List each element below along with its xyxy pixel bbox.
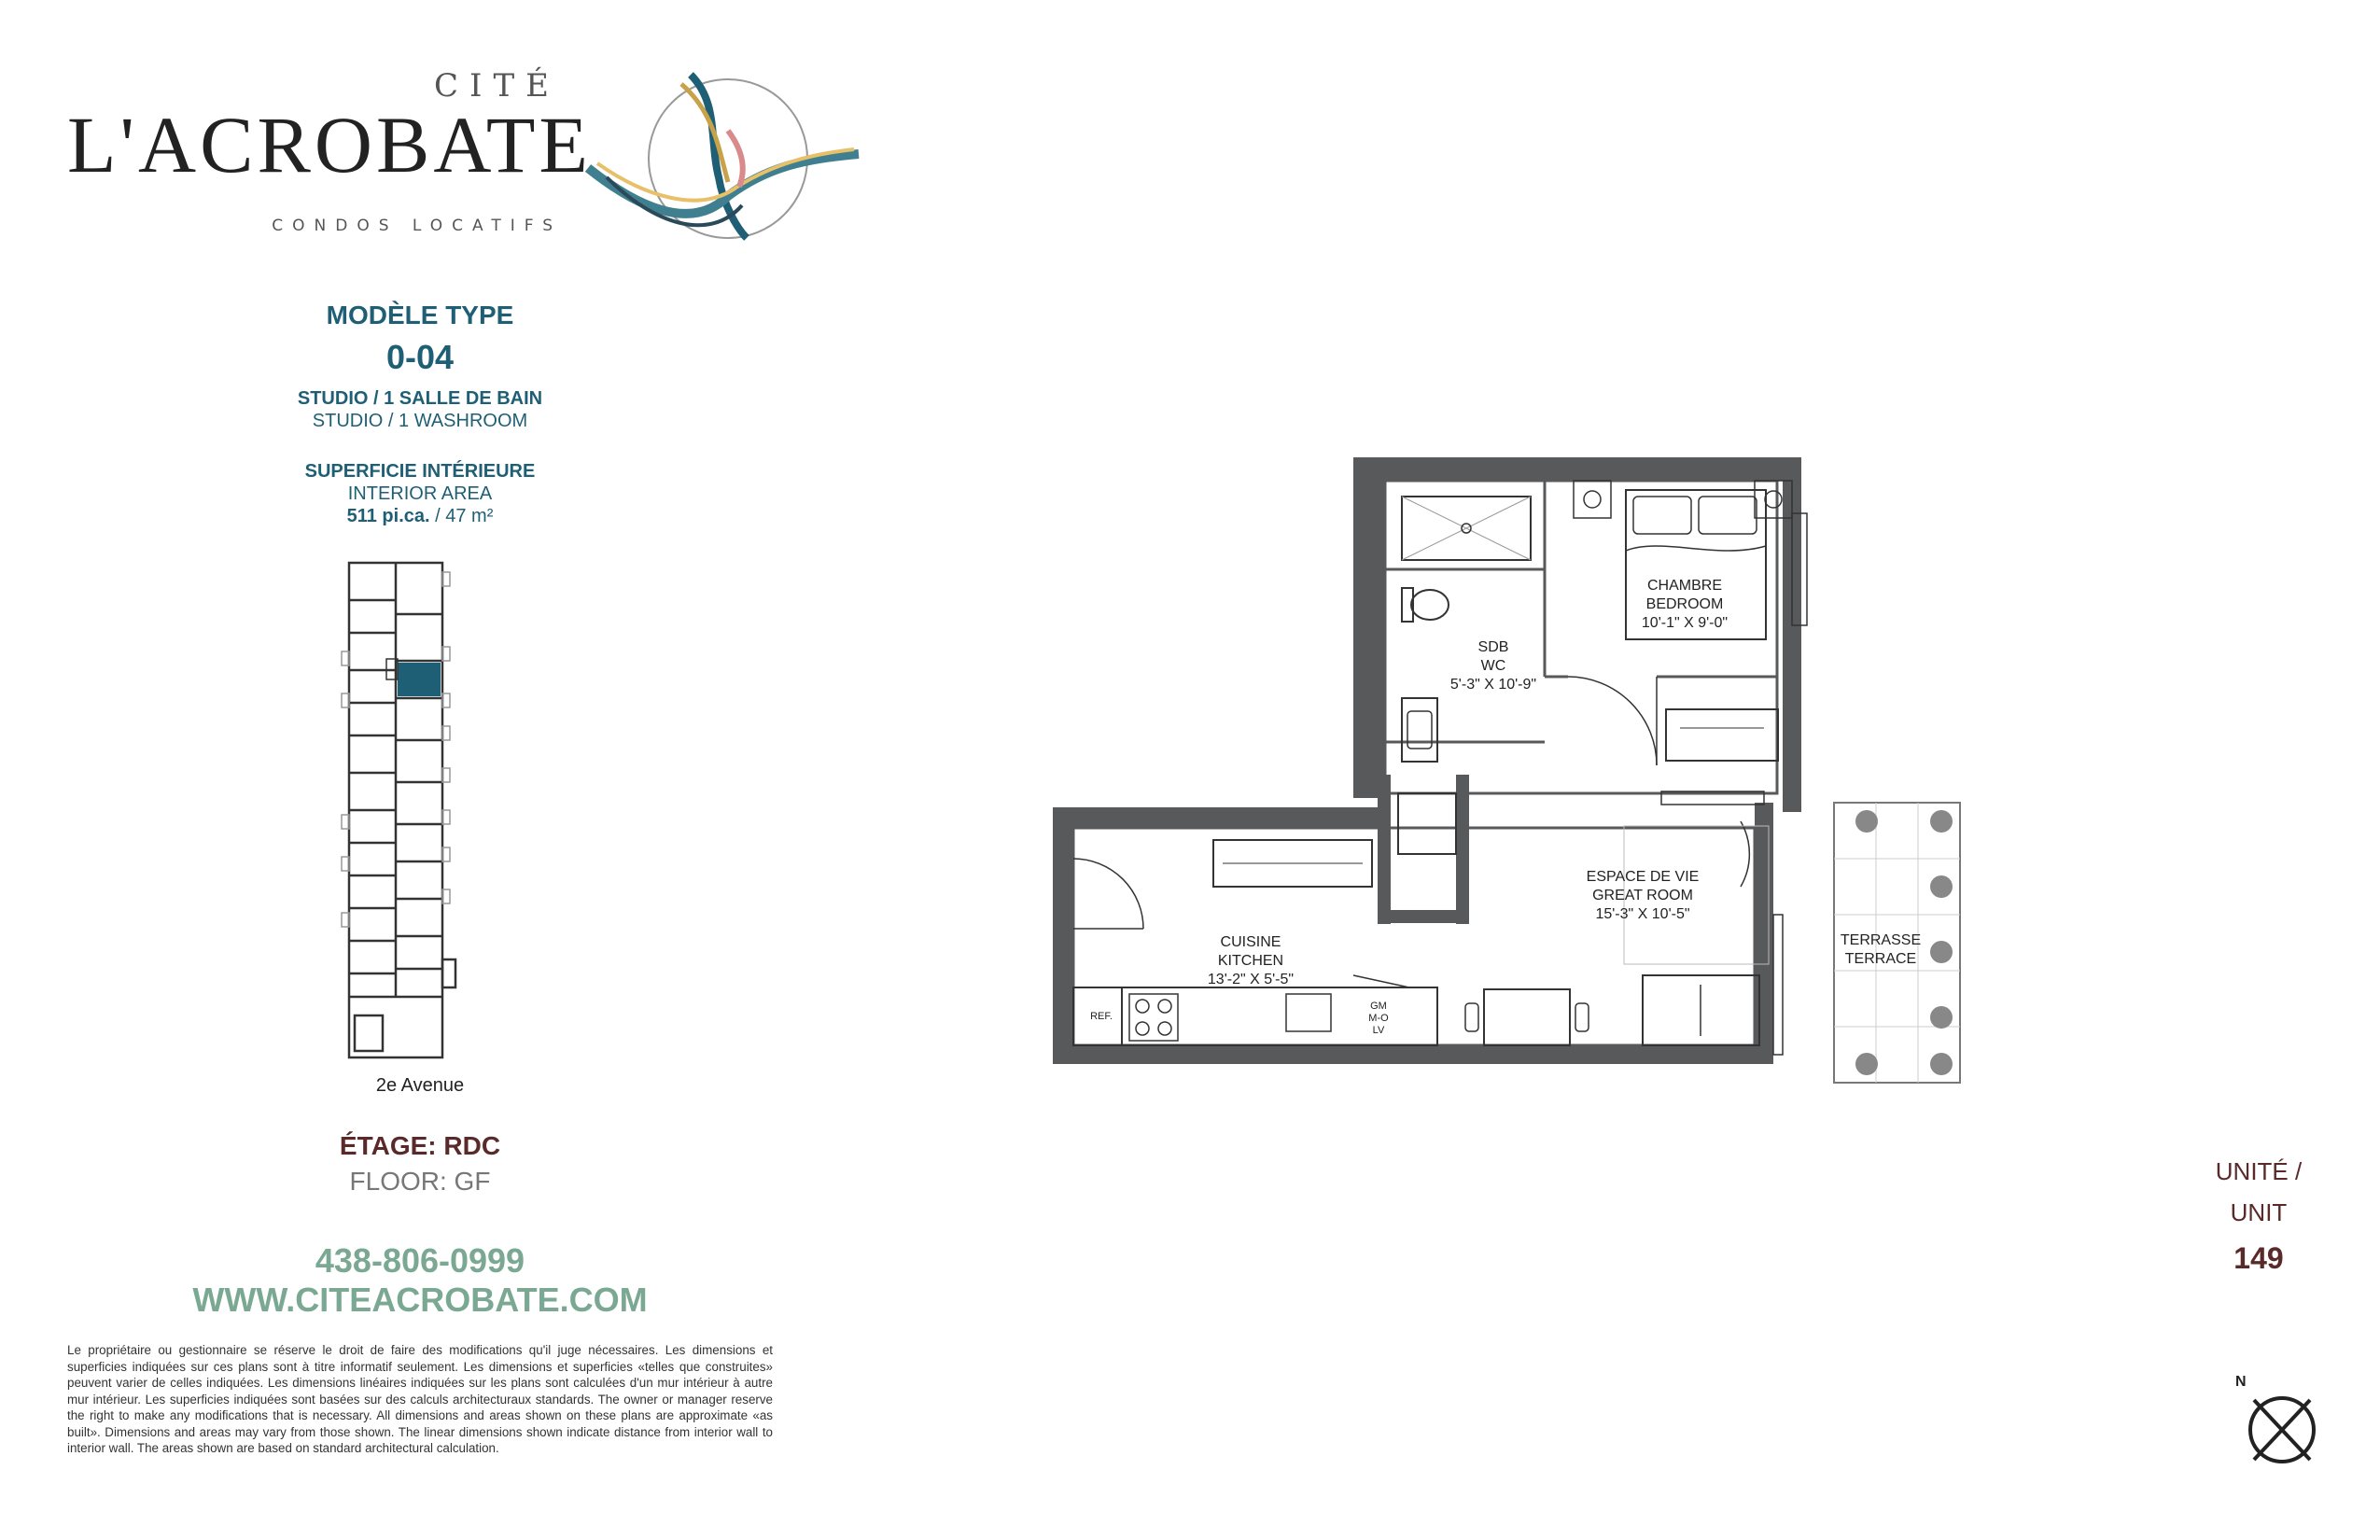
area-sqm: / 47 m² [435, 506, 494, 526]
great-dim: 15'-3" X 10'-5" [1595, 906, 1690, 922]
unit-type-en: STUDIO / 1 WASHROOM [312, 411, 528, 431]
bedroom-dim: 10'-1" X 9'-0" [1641, 615, 1729, 631]
disclaimer-text: Le propriétaire ou gestionnaire se réserve le droit de faire des modifications qu'il juge nécessaires. Les dimensions et superficies indiquées sur ces plans sont à titre informatif seulement. Les dimensions et superficies «telles que construites» peuvent varier de celles indiquées. Les dimensions linéaires indiquées sur les plans sont calculées d'un mur intérieur à autre mur intérieur. Les superficies indiquées sont basées sur des calculs architecturaux standards. The owner or manager reserve the right to make any modifications that is necessary. All dimensions and areas shown on these plans are approximate «as built». Dimensions and areas may vary from those shown. The linear dimensions shown indicate distance from interior wall to interior wall. The areas shown are based on standard architectural calculation. [67, 1343, 773, 1455]
kitchen-label [1176, 933, 1325, 989]
floor-fr: ÉTAGE: RDC [339, 1131, 501, 1160]
kitchen-dim: 13'-2" X 5'-5" [1207, 972, 1295, 987]
floor-en: FLOOR: GF [349, 1167, 491, 1196]
logo-name: L'ACROBATE [67, 100, 592, 189]
unit-number: 149 [2233, 1241, 2284, 1275]
acrobat-logo-icon [579, 65, 868, 243]
kitchen-en: KITCHEN [1217, 953, 1284, 969]
street-label: 2e Avenue [375, 1075, 465, 1096]
bedroom-fr: CHAMBRE [1646, 578, 1722, 594]
highlighted-unit [398, 663, 441, 696]
bath-dim: 5'-3" X 10'-9" [1449, 677, 1537, 693]
terrace-label [1829, 931, 1932, 969]
unit-type-fr: STUDIO / 1 SALLE DE BAIN [297, 388, 543, 409]
website-link[interactable]: WWW.CITEACROBATE.COM [192, 1281, 648, 1319]
model-number: 0-04 [385, 338, 455, 376]
floor-plan [1045, 448, 1979, 1101]
logo-tagline: CONDOS LOCATIFS [272, 217, 562, 235]
unit-label-fr: UNITÉ / [2215, 1157, 2303, 1185]
area-label-fr: SUPERFICIE INTÉRIEURE [304, 461, 536, 482]
area-value [233, 506, 607, 527]
bedroom-label [1619, 577, 1750, 633]
mo-label: M-O [1368, 1013, 1389, 1024]
terrace-en: TERRACE [1844, 951, 1917, 967]
unit-label-en: UNIT [2230, 1198, 2288, 1226]
model-type-label: MODÈLE TYPE [326, 301, 514, 329]
terrace-fr: TERRASSE [1840, 932, 1922, 948]
north-label: N [2235, 1374, 2247, 1390]
lv-label: LV [1372, 1025, 1385, 1036]
appliance-label [1365, 1001, 1393, 1037]
phone-number[interactable]: 438-806-0999 [315, 1241, 525, 1280]
gm-label: GM [1370, 1001, 1387, 1012]
bath-en: WC [1480, 658, 1506, 674]
kitchen-fr: CUISINE [1220, 934, 1281, 950]
area-label-en: INTERIOR AREA [347, 483, 493, 504]
key-plan [336, 558, 504, 1070]
bathroom-label [1419, 638, 1568, 694]
great-en: GREAT ROOM [1592, 888, 1693, 903]
area-sqft: 511 pi.ca. [346, 506, 430, 526]
fridge-label: REF. [1090, 1011, 1113, 1022]
bedroom-en: BEDROOM [1645, 596, 1724, 612]
great-fr: ESPACE DE VIE [1586, 869, 1700, 885]
bath-fr: SDB [1477, 639, 1509, 655]
logo-cite: CITÉ [434, 67, 560, 105]
great-room-label [1568, 868, 1717, 924]
